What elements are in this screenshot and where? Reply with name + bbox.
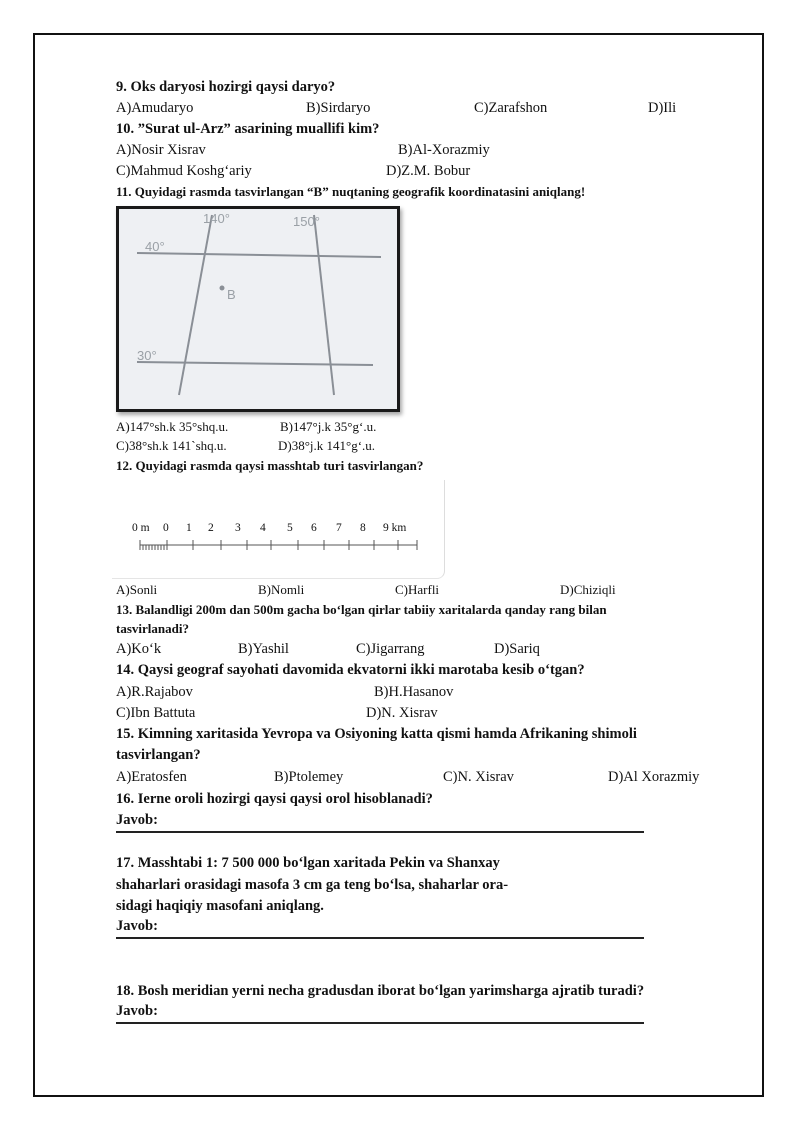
scale-label-9km: 9 km (383, 522, 407, 534)
q13-option-d: D)Sariq (494, 641, 540, 657)
q16-answer-label: Javob: (116, 812, 158, 828)
question-10: 10. ”Surat ul-Arz” asarining muallifi kim? (116, 121, 380, 137)
linear-scale-bar (112, 480, 444, 578)
question-17-line2: shaharlari orasidagi masofa 3 cm ga teng bo‘lsa, shaharlar ora- (116, 877, 509, 893)
scale-label-3: 3 (235, 522, 241, 534)
label-lat-40: 40° (145, 239, 165, 254)
q11-option-d: D)38°j.k 141°g‘.u. (278, 438, 376, 453)
label-lon-140: 140° (203, 211, 230, 226)
linear-scale-figure (112, 480, 445, 579)
q11-option-c: C)38°sh.k 141`shq.u. (116, 438, 227, 453)
q18-answer-line[interactable] (116, 1022, 644, 1024)
scale-label-4: 4 (260, 522, 266, 534)
q9-option-a: A)Amudaryo (116, 100, 194, 116)
question-13-line1: 13. Balandligi 200m dan 500m gacha bo‘lgan qirlar tabiiy xaritalarda qanday rang bilan (116, 602, 607, 617)
scale-label-7: 7 (336, 522, 342, 534)
q9-option-b: B)Sirdaryo (306, 100, 371, 116)
q10-option-c: C)Mahmud Koshg‘ariy (116, 163, 252, 179)
point-b-marker (220, 286, 225, 291)
q9-option-c: C)Zarafshon (474, 100, 548, 116)
question-9: 9. Oks daryosi hozirgi qaysi daryo? (116, 79, 336, 95)
q15-option-c: C)N. Xisrav (443, 769, 514, 785)
q17-answer-line[interactable] (116, 937, 644, 939)
question-17-line3: sidagi haqiqiy masofani aniqlang. (116, 898, 324, 914)
question-12: 12. Quyidagi rasmda qaysi masshtab turi tasvirlangan? (116, 458, 424, 473)
q15-option-b: B)Ptolemey (274, 769, 344, 785)
q13-option-b: B)Yashil (238, 641, 289, 657)
q12-option-c: C)Harfli (395, 582, 440, 597)
q12-option-a: A)Sonli (116, 582, 158, 597)
scale-label-1: 1 (186, 522, 192, 534)
question-17-line1: 17. Masshtabi 1: 7 500 000 bo‘lgan xaritada Pekin va Shanxay (116, 855, 500, 871)
scale-label-0m: 0 m (132, 522, 150, 534)
scale-label-8: 8 (360, 522, 366, 534)
q15-option-a: A)Eratosfen (116, 769, 187, 785)
q13-option-c: C)Jigarrang (356, 641, 425, 657)
q12-option-b: B)Nomli (258, 582, 305, 597)
q13-option-a: A)Ko‘k (116, 641, 162, 657)
label-lat-30: 30° (137, 348, 157, 363)
q10-option-a: A)Nosir Xisrav (116, 142, 206, 158)
coordinate-figure (116, 206, 400, 412)
q15-option-d: D)Al Xorazmiy (608, 769, 700, 785)
question-15-line2: tasvirlangan? (116, 747, 201, 763)
q14-option-b: B)H.Hasanov (374, 684, 454, 700)
q9-option-d: D)Ili (648, 100, 677, 116)
scale-label-0: 0 (163, 522, 169, 534)
q11-option-b: B)147°j.k 35°g‘.u. (280, 419, 377, 434)
scale-subdivisions (143, 545, 164, 550)
scale-label-5: 5 (287, 522, 293, 534)
q17-answer-label: Javob: (116, 918, 158, 934)
label-point-b: B (227, 287, 236, 302)
q11-option-a: A)147°sh.k 35°shq.u. (116, 419, 229, 434)
q14-option-a: A)R.Rajabov (116, 684, 193, 700)
question-14: 14. Qaysi geograf sayohati davomida ekvatorni ikki marotaba kesib o‘tgan? (116, 662, 585, 678)
question-15-line1: 15. Kimning xaritasida Yevropa va Osiyoning katta qismi hamda Afrikaning shimoli (116, 726, 637, 742)
coordinate-grid (119, 209, 397, 409)
q14-option-c: C)Ibn Battuta (116, 705, 196, 721)
q18-answer-label: Javob: (116, 1003, 158, 1019)
q16-answer-line[interactable] (116, 831, 644, 833)
q10-option-d: D)Z.M. Bobur (386, 163, 471, 179)
question-13-line2: tasvirlanadi? (116, 621, 189, 636)
q14-option-d: D)N. Xisrav (366, 705, 438, 721)
question-11: 11. Quyidagi rasmda tasvirlangan “B” nuqtaning geografik koordinatasini aniqlang! (116, 184, 586, 199)
question-18: 18. Bosh meridian yerni necha gradusdan iborat bo‘lgan yarimsharga ajratib turadi? (116, 983, 645, 999)
question-16: 16. Ierne oroli hozirgi qaysi qaysi orol hisoblanadi? (116, 791, 433, 807)
scale-label-6: 6 (311, 522, 317, 534)
q10-option-b: B)Al-Xorazmiy (398, 142, 490, 158)
label-lon-150: 150° (293, 214, 320, 229)
q12-option-d: D)Chiziqli (560, 582, 616, 597)
scale-label-2: 2 (208, 522, 214, 534)
